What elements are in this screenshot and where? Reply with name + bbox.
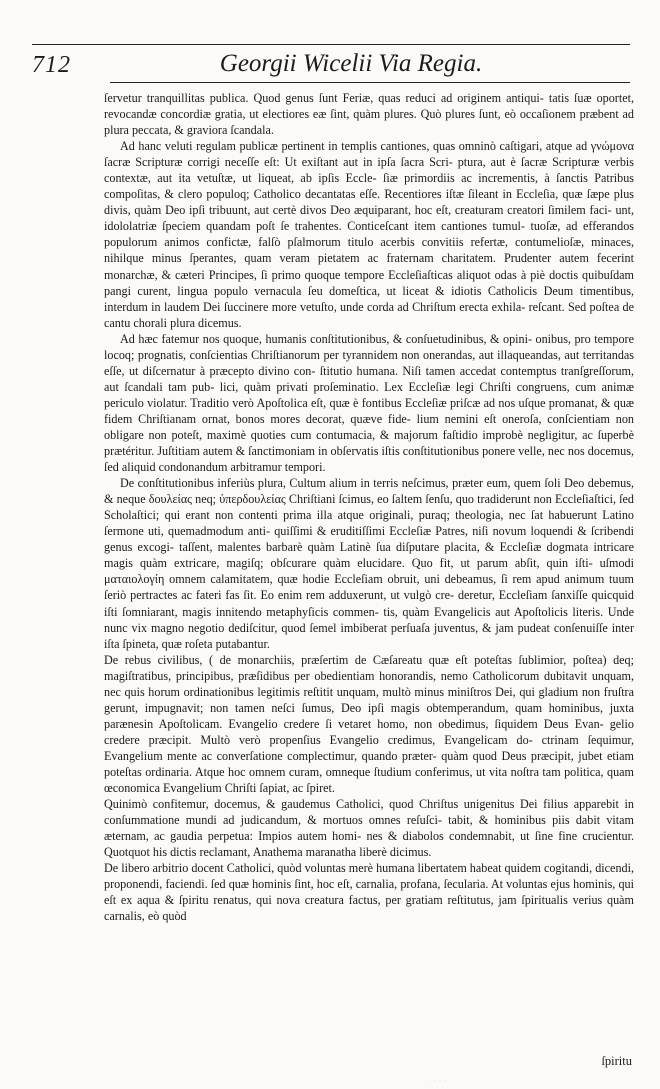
- paragraph: Ad hanc veluti regulam publicæ pertinent in templis cantiones, quas omninò caſtigari, atque ad γνώμονα ſacræ Scripturæ corrigi neceſſe eſt: Ut exiſtant aut in ipſa ſacra Scri- ptura, aut è ſacræ Scripturæ verbis contextæ, aut ita vetuſtæ, ut liqueat, ab ipſis Eccle- ſiæ primordiis ac incrementis, à ſanctis Patribus compoſitas, & clero populoq; Catholico decantatas eſſe. Recentiores iſtæ ſileant in Eccleſia, quæ ſæpe plus divis, quàm Deo ipſi tribuunt, aut certè divos Deo æquiparant, hoc eſt, creaturam creatori ſimilem faci- unt, idololatriæ ſpeciem quandam poſt ſe trahentes. Conticeſcant item cantiones tumul- tuoſæ, ad efferandos populorum animos confictæ, falſò pſalmorum titulo acerbis convitiis refertæ, contumelioſæ, minaces, nihilque minus ſperantes, quam veram pietatem ac fraternam charitatem. Prudenter autem fecerint monarchæ, & cæteri Principes, ſi primo quoque tempore Eccleſiaſticas aliquot odas à piè doctis quibuſdam pangi curent, lingua populo vernacula ſeu domeſtica, ut liceat & idiotis Catholicis Deum timentibus, interdum in laudem Dei ſuccinere more vetuſto, unde corda ad Chriſtum erecta exhila- reſcant. Sed poſtea de cantu chorali plura dicemus.: [104, 139, 634, 330]
- paragraph: Quinimò confitemur, docemus, & gaudemus Catholici, quod Chriſtus unigenitus Dei filius apparebit in conſummatione mundi ad judicandum, & mortuos omnes reſuſci- tabit, & hominibus piis dabit vitam æternam, ac gaudia perpetua: Impios autem homi- nes & diabolos condemnabit, ut ſine fine crucientur. Quotquot his dictis reclamant, Anathema maranatha liberè dicimus.: [104, 797, 634, 860]
- paragraph: De libero arbitrio docent Catholici, quòd voluntas merè humana libertatem habeat quidem cogitandi, dicendi, proponendi, faciendi. ſed quæ hominis ſint, hoc eſt, carnalia, profana, ſecularia. At voluntas ejus hominis, qui eſt ex aqua & ſpiritu renatus, qui nova creatura factus, per gratiam reſtitutus, jam ſpiritualis verius quàm carnalis, eò quòd: [104, 861, 634, 924]
- page-header: [32, 48, 630, 82]
- header-rule: [110, 82, 630, 83]
- catchword: ſpiritu: [601, 1054, 632, 1068]
- paragraph: Ad hæc fatemur nos quoque, humanis conſtitutionibus, & conſuetudinibus, & opini- onibus, pro tempore locoq; prognatis, conſcientias Chriſtianorum per tyrannidem non onerandas, aut illaqueandas, aut territandas eſſe, ut diſcernatur à præcepto divino con- ſtitutio humana. Niſi tamen accedat contemptus tranſgreſſorum, aut ſcandali tam pub- lici, quàm privati proſeminatio. Lex Eccleſiæ legi Chriſti congruens, cum animæ periculo violatur. Traditio verò Apoſtolica eſt, quæ è fontibus Eccleſiæ priſcæ ad nos uſque promanat, & quæ fidem Chriſtianam ornat, bonos mores decorat, quæve fide- lium nemini eſt oneroſa, conſcientiam non obligare non poteſt, maximè quoties cum contumacia, & majorum faſtidio improbè negligitur, ac ſuperbè prætéritur. Juſtitiam autem & ſanctimoniam in obſervatis iſtis conſtitutionibus ponere velle, nec nos docemus, ſed aliquid condonandum arbitramur tempori.: [104, 331, 634, 475]
- running-head: Georgii Wicelii Via Regia.: [219, 50, 483, 77]
- paragraph: ſervetur tranquillitas publica. Quod genus ſunt Feriæ, quas reduci ad originem antiqui- tatis ſuæ oportet, revocandæ concordiæ gratia, ut electiores eæ ſint, quàm plures. Quò plures ſunt, eò occaſionem præbent ad plura peccata, & graviora ſcandala.: [104, 91, 634, 138]
- page-number: 712: [32, 52, 71, 78]
- print-smudge: · · · ·: [428, 1078, 448, 1084]
- text-body: [104, 90, 634, 924]
- paragraph: De rebus civilibus, ( de monarchiis, præſertim de Cæſareatu quæ eſt poteſtas ſublimior, poſtea) deq; magiſtratibus, principibus, præſidibus per obedientiam honorandis, nemo Catholicorum dubitavit unquam, nec quis horum ordinationibus legitimis reſtitit unquam, multò minus miniſtros Dei, qui gladium non fruſtra gerunt, impugnavit; non tamen neſci ſumus, Deo ipſi magis obtemperandum, quam hominibus, juxta parænesin Apoſtolicam. Evangelio credere ſi vetaret homo, non obedimus, ſiquidem Deus Evan- gelio credere præcipit. Multò verò propenſius Evangelio credimus, Evangelicam do- ctrinam ſequimur, Evangelium mente ac converſatione complectimur, quando præter- quàm quod Deus præcipit, jubet etiam poteſtas ordinaria. Atque hoc omnem curam, omneque ſtudium conferimus, ut vita noſtra tam politica, quam œconomica Evangelium Chriſti ſapiat, ac ſpiret.: [104, 652, 634, 796]
- paragraph: De conſtitutionibus inferiùs plura, Cultum alium in terris neſcimus, præter eum, quem ſoli Deo debemus, & neque δουλείας neq; ὑπερδουλείας Chriſtiani ſcimus, eo ſaltem ſenſu, quo tradiderunt non Eccleſiaſtici, ſed Scholaſtici; qui erant non contenti prima illa atque originali, puraq; theologia, nec ſat habuerunt Latino ſermone uti, quemadmodum anti- quiſſimi & eruditiſſimi Eccleſiæ Patres, niſi novum loquendi & ſcribendi genus excogi- taſſent, malentes barbarè quàm Latinè ſua diſputare placita, & Eccleſiæ dogmata intricare magis quàm extricare, magiſq; obſcurare quàm elucidare. Quo fit, ut parum abſit, quin iſti- uſmodi ματαιολογίη omnem calamitatem, quæ hodie Eccleſiam obruit, uni debeamus, ſi rem apud animum tuum ſeriò pertractes ac fateri fas ſit. Eo enim rem adduxerunt, ut vulgò cre- deretur, Eccleſiam ſanxiſſe quicquid iſti ſomniarant, magis innitendo metaphyſicis commen- tis, quàm Evangelicis aut Apoſtolicis literis. Unde nunc vix magno negotio dediſcitur, quod ſemel imbiberat perſuaſa juventus, & jam pudeat conſenuiſſe inter iſta ſpineta, quæ roſeta putabantur.: [104, 476, 634, 651]
- top-rule: [32, 44, 630, 45]
